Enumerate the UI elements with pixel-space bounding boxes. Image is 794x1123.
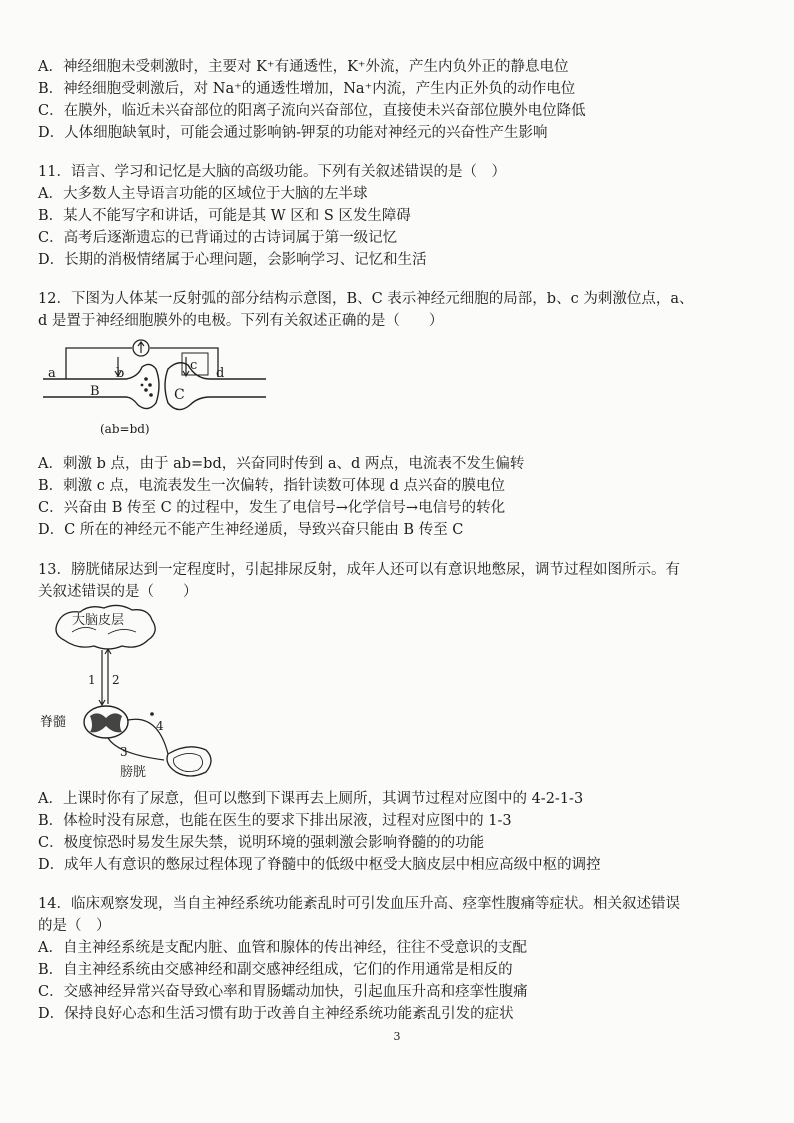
neuron-b-membrane	[43, 364, 159, 408]
label-neuron-b: B	[90, 384, 100, 399]
spinal-cord-label: 脊髓	[40, 715, 67, 730]
q14-option-d: D．保持良好心态和生活习惯有助于改善自主神经系统功能紊乱引发的症状	[38, 1006, 514, 1022]
vesicle-dot	[149, 393, 153, 397]
urination-reflex-svg	[38, 604, 238, 784]
ganglion-dot	[150, 712, 154, 716]
page-number: 3	[393, 1030, 401, 1043]
q11-option-c: C．高考后逐渐遗忘的已背诵过的古诗词属于第一级记忆	[38, 230, 398, 246]
q12-option-b: B．刺激 c 点，电流表发生一次偏转，指针读数可体现 d 点兴奋的膜电位	[38, 478, 505, 494]
bladder-label: 膀胱	[120, 765, 147, 780]
pathway-2-arrow-icon	[105, 649, 111, 704]
q13-option-a: A．上课时你有了尿意，但可以憋到下课再去上厕所，其调节过程对应图中的 4-2-1-3	[38, 791, 584, 807]
q10-option-b: B．神经细胞受刺激后，对 Na⁺的通透性增加，Na⁺内流，产生内正外负的动作电位	[38, 81, 576, 97]
q13-option-d: D．成年人有意识的憋尿过程体现了脊髓中的低级中枢受大脑皮层中相应高级中枢的调控	[38, 857, 601, 873]
q12-option-c: C．兴奋由 B 传至 C 的过程中，发生了电信号→化学信号→电信号的转化	[38, 500, 506, 516]
q13-stem-line-2: 关叙述错误的是（ ）	[38, 584, 198, 600]
bladder-inner	[174, 753, 203, 771]
vesicle-dot	[141, 384, 144, 387]
pathway-3-line	[108, 738, 164, 760]
label-a: a	[48, 366, 56, 381]
q14-stem-line-1: 14．临床观察发现，当自主神经系统功能紊乱时可引发血压升高、痉挛性腹痛等症状。相关叙述错误	[38, 896, 680, 912]
pathway-1-label: 1	[88, 673, 96, 687]
q13-stem-line-1: 13．膀胱储尿达到一定程度时，引起排尿反射，成年人还可以有意识地憋尿，调节过程如图所示。有	[38, 562, 680, 578]
pathway-3-label: 3	[120, 745, 128, 759]
label-c: c	[190, 358, 198, 373]
q12-option-d: D．C 所在的神经元不能产生神经递质，导致兴奋只能由 B 传至 C	[38, 522, 464, 538]
reflex-arc-svg	[38, 335, 278, 445]
vesicle-dot	[144, 377, 148, 381]
q12-stem-line-2: d 是置于神经细胞膜外的电极。下列有关叙述正确的是（ ）	[38, 313, 444, 329]
q10-option-d: D．人体细胞缺氧时，可能会通过影响钠-钾泵的功能对神经元的兴奋性产生影响	[38, 125, 548, 141]
q12-option-a: A．刺激 b 点，由于 ab=bd，兴奋同时传到 a、d 两点，电流表不发生偏转	[38, 456, 525, 472]
q13-option-c: C．极度惊恐时易发生尿失禁，说明环境的强刺激会影响脊髓的的功能	[38, 835, 485, 851]
q11-option-d: D．长期的消极情绪属于心理问题，会影响学习、记忆和生活	[38, 252, 427, 268]
q14-stem-line-2: 的是（ ）	[38, 918, 111, 934]
q11-stem: 11．语言、学习和记忆是大脑的高级功能。下列有关叙述错误的是（ ）	[38, 164, 506, 180]
pathway-2-label: 2	[112, 673, 120, 687]
label-neuron-c: C	[174, 387, 185, 403]
q14-option-a: A．自主神经系统是支配内脏、血管和腺体的传出神经，往往不受意识的支配	[38, 940, 527, 956]
q11-option-a: A．大多数人主导语言功能的区域位于大脑的左半球	[38, 186, 368, 202]
q10-option-c: C．在膜外，临近未兴奋部位的阳离子流向兴奋部位，直接使未兴奋部位膜外电位降低	[38, 103, 586, 119]
urination-reflex-figure	[38, 604, 238, 784]
q14-option-b: B．自主神经系统由交感神经和副交感神经组成，它们的作用通常是相反的	[38, 962, 513, 978]
brain-folds	[72, 627, 136, 634]
q10-option-a: A．神经细胞未受刺激时，主要对 K⁺有通透性，K⁺外流，产生内负外正的静息电位	[38, 59, 569, 75]
vesicle-dot	[144, 388, 148, 392]
q11-option-b: B．某人不能写字和讲话，可能是其 W 区和 S 区发生障碍	[38, 208, 411, 224]
vesicle-dot	[148, 383, 152, 387]
label-b: b	[116, 366, 125, 381]
reflex-arc-figure	[38, 335, 278, 445]
q14-option-c: C．交感神经异常兴奋导致心率和胃肠蠕动加快，引起血压升高和痉挛性腹痛	[38, 984, 528, 1000]
q13-option-b: B．体检时没有尿意，也能在医生的要求下排出尿液，过程对应图中的 1-3	[38, 813, 512, 829]
label-d: d	[216, 366, 225, 381]
brain-label: 大脑皮层	[72, 613, 125, 628]
pathway-4-label: 4	[156, 719, 164, 733]
q12-stem-line-1: 12．下图为人体某一反射弧的部分结构示意图，B、C 表示神经元细胞的局部，b、c 为刺激位点，a、	[38, 291, 694, 307]
pathway-1-arrow-icon	[99, 650, 105, 705]
figure-caption: (ab=bd)	[100, 422, 150, 436]
